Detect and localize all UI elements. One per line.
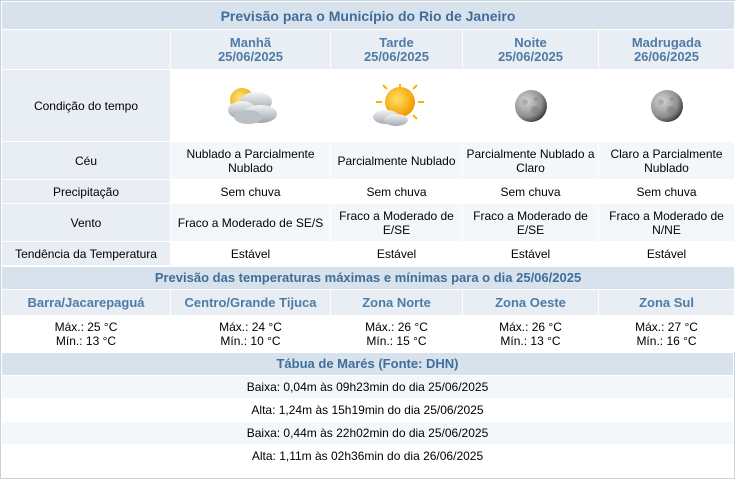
tide-entry: Alta: 1,24m às 15h19min do dia 25/06/2025 bbox=[2, 399, 734, 422]
vento-value: Fraco a Moderado de SE/S bbox=[171, 204, 331, 242]
period-name: Madrugada bbox=[631, 34, 702, 50]
temp-min: Mín.: 13 °C bbox=[500, 333, 561, 348]
condition-cell bbox=[463, 70, 599, 142]
tide-entry: Baixa: 0,04m às 09h23min do dia 25/06/2025 bbox=[2, 376, 734, 399]
row-label-ceu: Céu bbox=[2, 142, 171, 180]
period-date: 26/06/2025 bbox=[633, 48, 700, 64]
temp-max: Máx.: 25 °C bbox=[54, 319, 118, 334]
zone-name: Centro/Grande Tijuca bbox=[171, 290, 331, 316]
temperatures-title: Previsão das temperaturas máximas e mínimas para o dia 25/06/2025 bbox=[2, 267, 735, 290]
temp-min: Mín.: 10 °C bbox=[220, 333, 281, 348]
precipitacao-value: Sem chuva bbox=[463, 180, 599, 204]
period-name: Tarde bbox=[379, 34, 414, 50]
moon-icon bbox=[636, 82, 698, 130]
row-label-precipitacao: Precipitação bbox=[2, 180, 171, 204]
temp-min: Mín.: 16 °C bbox=[636, 333, 697, 348]
precipitacao-value: Sem chuva bbox=[599, 180, 735, 204]
period-date: 25/06/2025 bbox=[497, 48, 564, 64]
temp-max: Máx.: 24 °C bbox=[219, 319, 282, 334]
tide-entry: Baixa: 0,44m às 22h02min do dia 25/06/2025 bbox=[2, 422, 734, 445]
temp-min: Mín.: 13 °C bbox=[55, 333, 117, 348]
moon-icon bbox=[500, 82, 562, 130]
cloudy-sun-icon bbox=[220, 82, 282, 130]
row-label-condicao: Condição do tempo bbox=[2, 70, 171, 142]
zone-name: Zona Oeste bbox=[463, 290, 599, 316]
zone-temps bbox=[331, 316, 463, 352]
condition-cell bbox=[171, 70, 331, 142]
row-label-tendencia: Tendência da Temperatura bbox=[2, 242, 171, 266]
vento-value: Fraco a Moderado de E/SE bbox=[331, 204, 463, 242]
temp-max: Máx.: 26 °C bbox=[499, 319, 562, 334]
period-header-noite bbox=[463, 30, 599, 70]
condition-cell bbox=[331, 70, 463, 142]
temperature-table bbox=[1, 266, 735, 352]
period-date: 25/06/2025 bbox=[363, 48, 430, 64]
zone-name: Zona Sul bbox=[599, 290, 735, 316]
temp-max: Máx.: 27 °C bbox=[635, 319, 698, 334]
vento-value: Fraco a Moderado de E/SE bbox=[463, 204, 599, 242]
period-name: Manhã bbox=[229, 34, 272, 50]
tendencia-value: Estável bbox=[331, 242, 463, 266]
tides-title: Tábua de Marés (Fonte: DHN) bbox=[2, 353, 734, 376]
zone-temps bbox=[2, 316, 171, 352]
tides-table bbox=[1, 352, 734, 468]
zone-name: Zona Norte bbox=[331, 290, 463, 316]
corner-cell bbox=[2, 30, 171, 70]
period-header-manha bbox=[171, 30, 331, 70]
precipitacao-value: Sem chuva bbox=[331, 180, 463, 204]
period-header-tarde bbox=[331, 30, 463, 70]
tendencia-value: Estável bbox=[171, 242, 331, 266]
ceu-value: Parcialmente Nublado a Claro bbox=[463, 142, 599, 180]
temp-max: Máx.: 26 °C bbox=[365, 319, 428, 334]
tendencia-value: Estável bbox=[599, 242, 735, 266]
period-date: 25/06/2025 bbox=[217, 48, 284, 64]
page-title: Previsão para o Município do Rio de Janeiro bbox=[2, 2, 735, 30]
temp-min: Mín.: 15 °C bbox=[366, 333, 427, 348]
precipitacao-value: Sem chuva bbox=[171, 180, 331, 204]
tide-entry: Alta: 1,11m às 02h36min do dia 26/06/2025 bbox=[2, 445, 734, 468]
zone-name: Barra/Jacarepaguá bbox=[2, 290, 171, 316]
zone-temps bbox=[171, 316, 331, 352]
ceu-value: Claro a Parcialmente Nublado bbox=[599, 142, 735, 180]
period-name: Noite bbox=[514, 34, 547, 50]
zone-temps bbox=[599, 316, 735, 352]
tendencia-value: Estável bbox=[463, 242, 599, 266]
ceu-value: Nublado a Parcialmente Nublado bbox=[171, 142, 331, 180]
zone-temps bbox=[463, 316, 599, 352]
row-label-vento: Vento bbox=[2, 204, 171, 242]
condition-cell bbox=[599, 70, 735, 142]
vento-value: Fraco a Moderado de N/NE bbox=[599, 204, 735, 242]
ceu-value: Parcialmente Nublado bbox=[331, 142, 463, 180]
sun-cloud-icon bbox=[366, 82, 428, 130]
period-header-madrugada bbox=[599, 30, 735, 70]
forecast-table bbox=[1, 1, 735, 266]
